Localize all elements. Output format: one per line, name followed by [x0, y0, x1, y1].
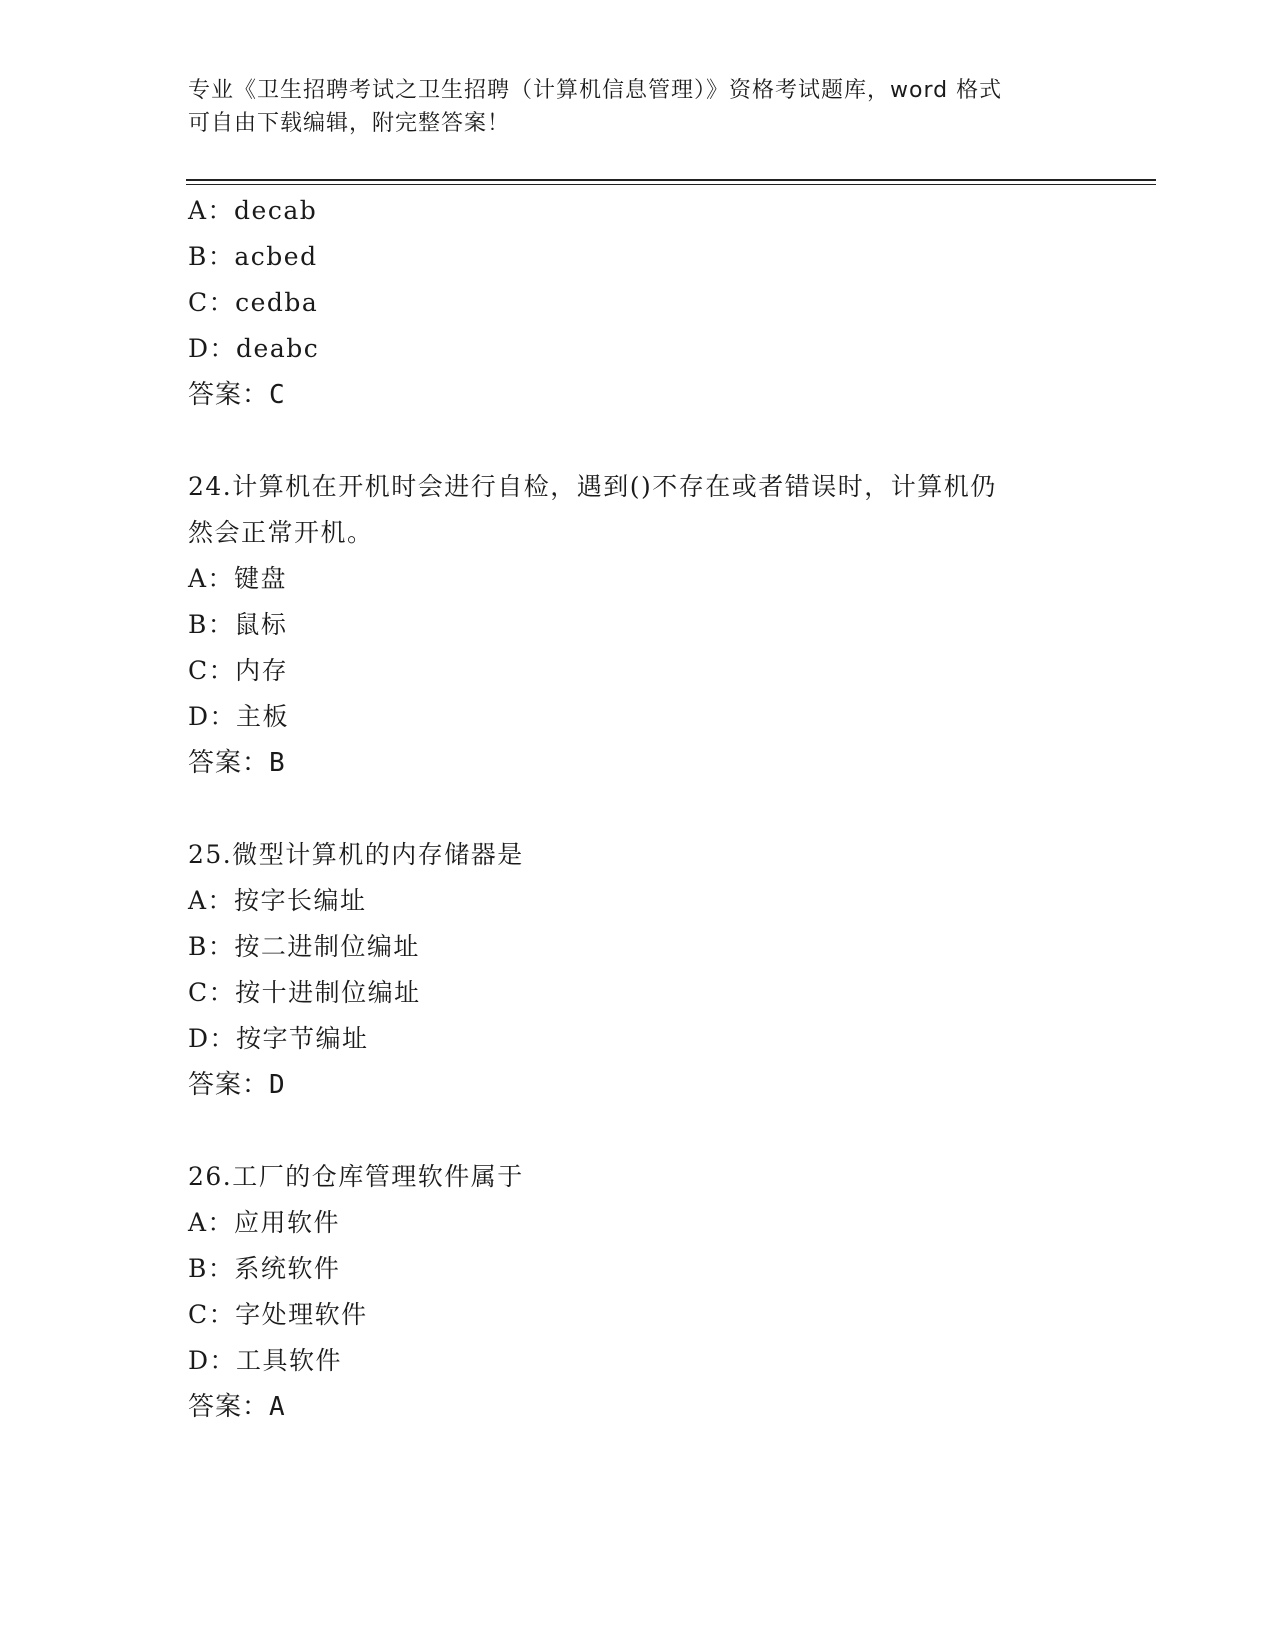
header-title-line-2: 可自由下载编辑，附完整答案！ [188, 111, 511, 136]
question-stem: 25.微型计算机的内存储器是 [188, 840, 524, 869]
question-block [188, 1154, 1088, 1430]
answer-label: 答案： [188, 380, 270, 410]
option-d: D：工具软件 [188, 1346, 343, 1375]
header-title-line-1: 专业《卫生招聘考试之卫生招聘（计算机信息管理）》资格考试题库，word 格式 [188, 78, 1003, 103]
option-a: A：键盘 [188, 564, 288, 593]
option-c: C：cedba [188, 288, 319, 317]
answer-value: A [269, 1392, 286, 1422]
header-divider-thick [186, 179, 1156, 181]
answer-line [188, 1062, 1088, 1108]
answer-label: 答案： [188, 1392, 270, 1422]
answer-line [188, 740, 1088, 786]
option-d: D：按字节编址 [188, 1024, 369, 1053]
answer-label: 答案： [188, 748, 270, 778]
answer-value: C [269, 380, 286, 410]
answer-value: B [269, 748, 286, 778]
option-b: B：鼠标 [188, 610, 288, 639]
option-c: C：按十进制位编址 [188, 978, 421, 1007]
option-d: D：主板 [188, 702, 290, 731]
question-block [188, 188, 1088, 418]
document-header [188, 74, 1088, 140]
option-a: A：按字长编址 [188, 886, 367, 915]
option-b: B：按二进制位编址 [188, 932, 420, 961]
question-block [188, 464, 1088, 786]
answer-label: 答案： [188, 1070, 270, 1100]
answer-line [188, 372, 1088, 418]
question-stem: 26.工厂的仓库管理软件属于 [188, 1162, 524, 1191]
option-d: D：deabc [188, 334, 320, 363]
answer-line [188, 1384, 1088, 1430]
answer-value: D [269, 1070, 286, 1100]
option-c: C：字处理软件 [188, 1300, 368, 1329]
header-divider-thin [186, 184, 1156, 185]
question-stem: 24.计算机在开机时会进行自检，遇到()不存在或者错误时，计算机仍 [188, 472, 997, 501]
option-b: B：acbed [188, 242, 318, 271]
question-block [188, 832, 1088, 1108]
option-c: C：内存 [188, 656, 289, 685]
option-a: A：decab [188, 196, 318, 225]
question-list [188, 188, 1088, 1430]
question-stem-continued: 然会正常开机。 [188, 518, 374, 547]
option-b: B：系统软件 [188, 1254, 341, 1283]
option-a: A：应用软件 [188, 1208, 341, 1237]
